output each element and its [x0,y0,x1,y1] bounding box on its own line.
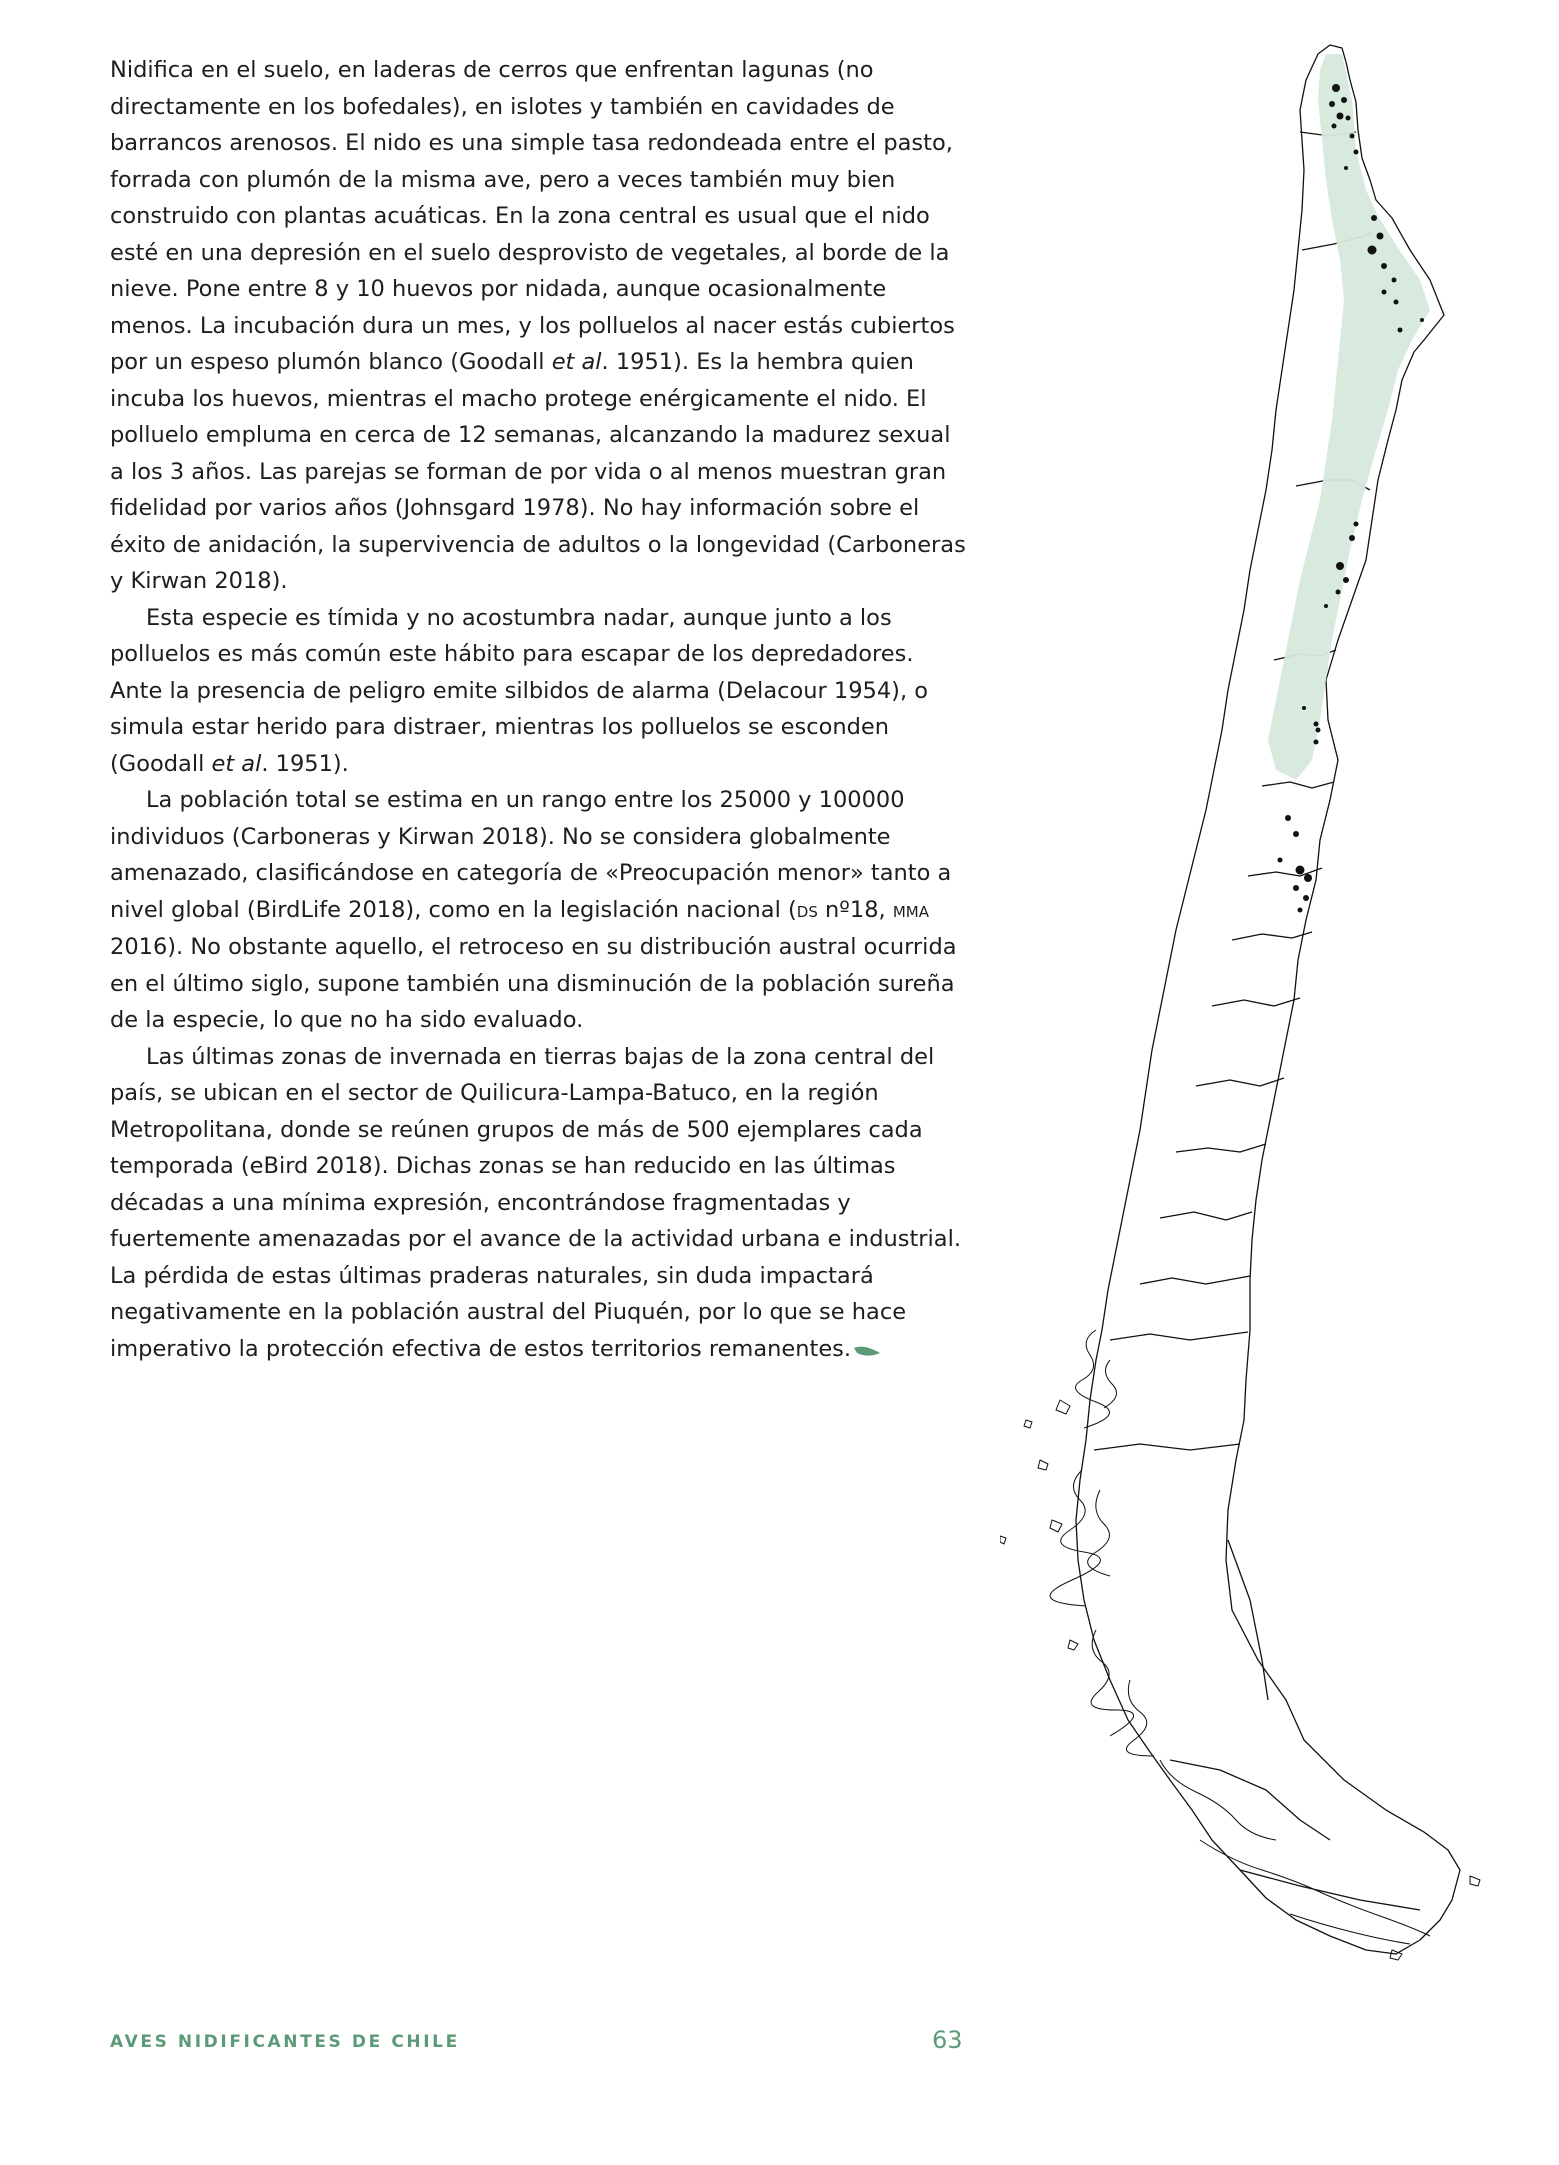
text-run: ds [796,897,818,923]
paragraph [110,600,970,783]
text-run: 2016). No obstante aquello, el retroceso en su distribución austral ocurrida en el último siglo, supone también una disminución de la población sureña de la especie, lo que no ha sido evaluado. [110,934,957,1033]
text-run: mma [892,897,929,923]
text-run: nº18, [817,896,893,923]
text-run: La población total se estima en un rango entre los 25000 y 100000 individuos (Carboneras y Kirwan 2018). No se considera globalmente amenazado, clasificándose en categoría de «Preocupación menor» tanto a nivel global (BirdLife 2018), como en la legislación nacional ( [110,787,952,923]
body-text [110,52,970,1367]
page-number: 63 [932,2026,963,2054]
leaf-end-mark-icon [853,1344,881,1358]
coast-islands [1000,1330,1480,1960]
text-run: Esta especie es tímida y no acostumbra nadar, aunque junto a los polluelos es más común este hábito para escapar de los depredadores. Ante la presencia de peligro emite silbidos de alarma (Delacour 1954), o simula estar herido para distraer, mientras los polluelos se esconden (Goodall [110,604,929,777]
text-run: et al [211,750,262,777]
range-area [1268,54,1430,780]
distribution-map [1000,40,1520,2030]
text-run: Nidifica en el suelo, en laderas de cerros que enfrentan lagunas (no directamente en los bofedales), en islotes y también en cavidades de barrancos arenosos. El nido es una simple tasa redondeada entre el pasto, forrada con plumón de la misma ave, pero a veces también muy bien construido con plantas acuáticas. En la zona central es usual que el nido esté en una depresión en el suelo desprovisto de vegetales, al borde de la nieve. Pone entre 8 y 10 huevos por nidada, aunque ocasionalmente menos. La incubación dura un mes, y los polluelos al nacer estás cubiertos por un espeso plumón blanco (Goodall [110,57,955,375]
text-run: Las últimas zonas de invernada en tierras bajas de la zona central del país, se ubican en el sector de Quilicura-Lampa-Batuco, en la región Metropolitana, donde se reúnen grupos de más de 500 ejemplares cada temporada (eBird 2018). Dichas zonas se han reducido en las últimas décadas a una mínima expresión, encontrándose fragmentadas y fuertemente amenazadas por el avance de la actividad urbana e industrial. La pérdida de estas últimas praderas naturales, sin duda impactará negativamente en la población austral del Piuquén, por lo que se hace imperativo la protección efectiva de estos territorios remanentes. [110,1043,961,1362]
paragraph [110,52,970,600]
paragraph [110,1039,970,1368]
footer-book-title: AVES NIDIFICANTES DE CHILE [110,2032,460,2052]
paragraph [110,782,970,1039]
text-run: . 1951). Es la hembra quien incuba los huevos, mientras el macho protege enérgicamente el nido. El polluelo empluma en cerca de 12 semanas, alcanzando la madurez sexual a los 3 años. Las parejas se forman de por vida o al menos muestran gran fidelidad por varios años (Johnsgard 1978). No hay información sobre el éxito de anidación, la supervivencia de adultos o la longevidad (Carboneras y Kirwan 2018). [110,349,966,594]
text-run: . 1951). [261,750,349,777]
text-run: et al [551,349,602,375]
